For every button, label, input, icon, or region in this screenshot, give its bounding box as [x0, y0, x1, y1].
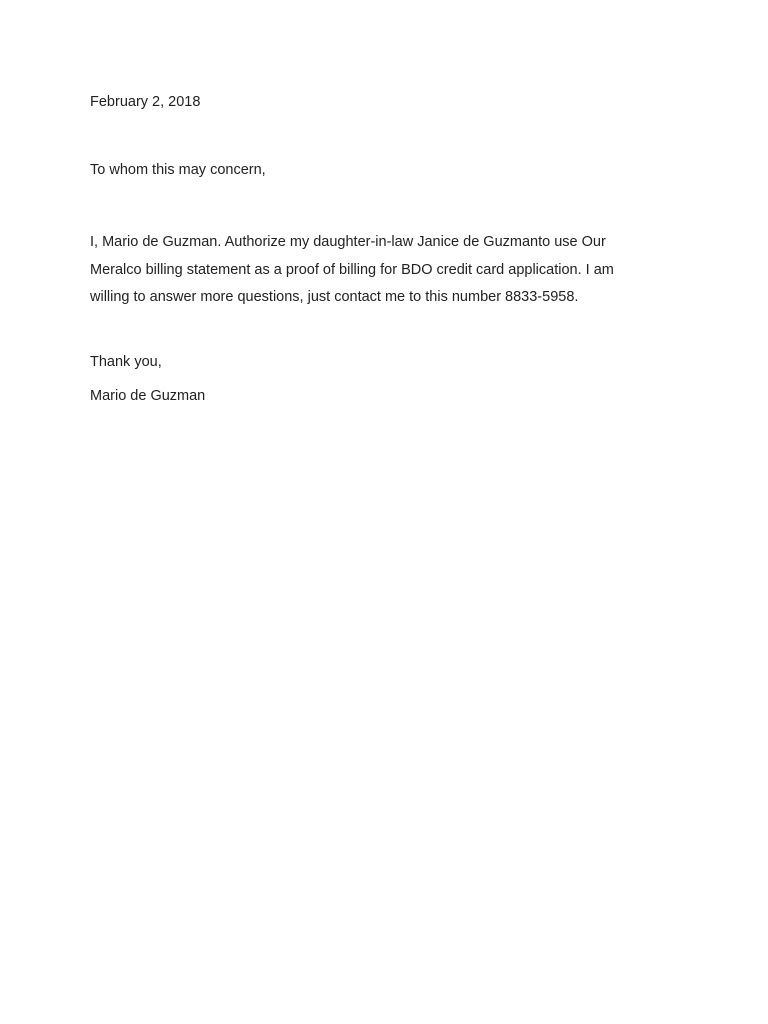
letter-signature-name: Mario de Guzman: [90, 388, 206, 404]
letter-date: February 2, 2018: [90, 94, 201, 110]
letter-salutation: To whom this may concern,: [90, 162, 266, 178]
letter-body-line-1: I, Mario de Guzman. Authorize my daughter-in-law Janice de Guzmanto use Our: [90, 234, 606, 250]
letter-body: [90, 229, 650, 312]
letter-body-line-2: Meralco billing statement as a proof of billing for BDO credit card application. I am: [90, 261, 614, 278]
letter-body-line-3: willing to answer more questions, just contact me to this number 8833-5958.: [90, 289, 579, 305]
letter-closing: Thank you,: [90, 354, 162, 370]
